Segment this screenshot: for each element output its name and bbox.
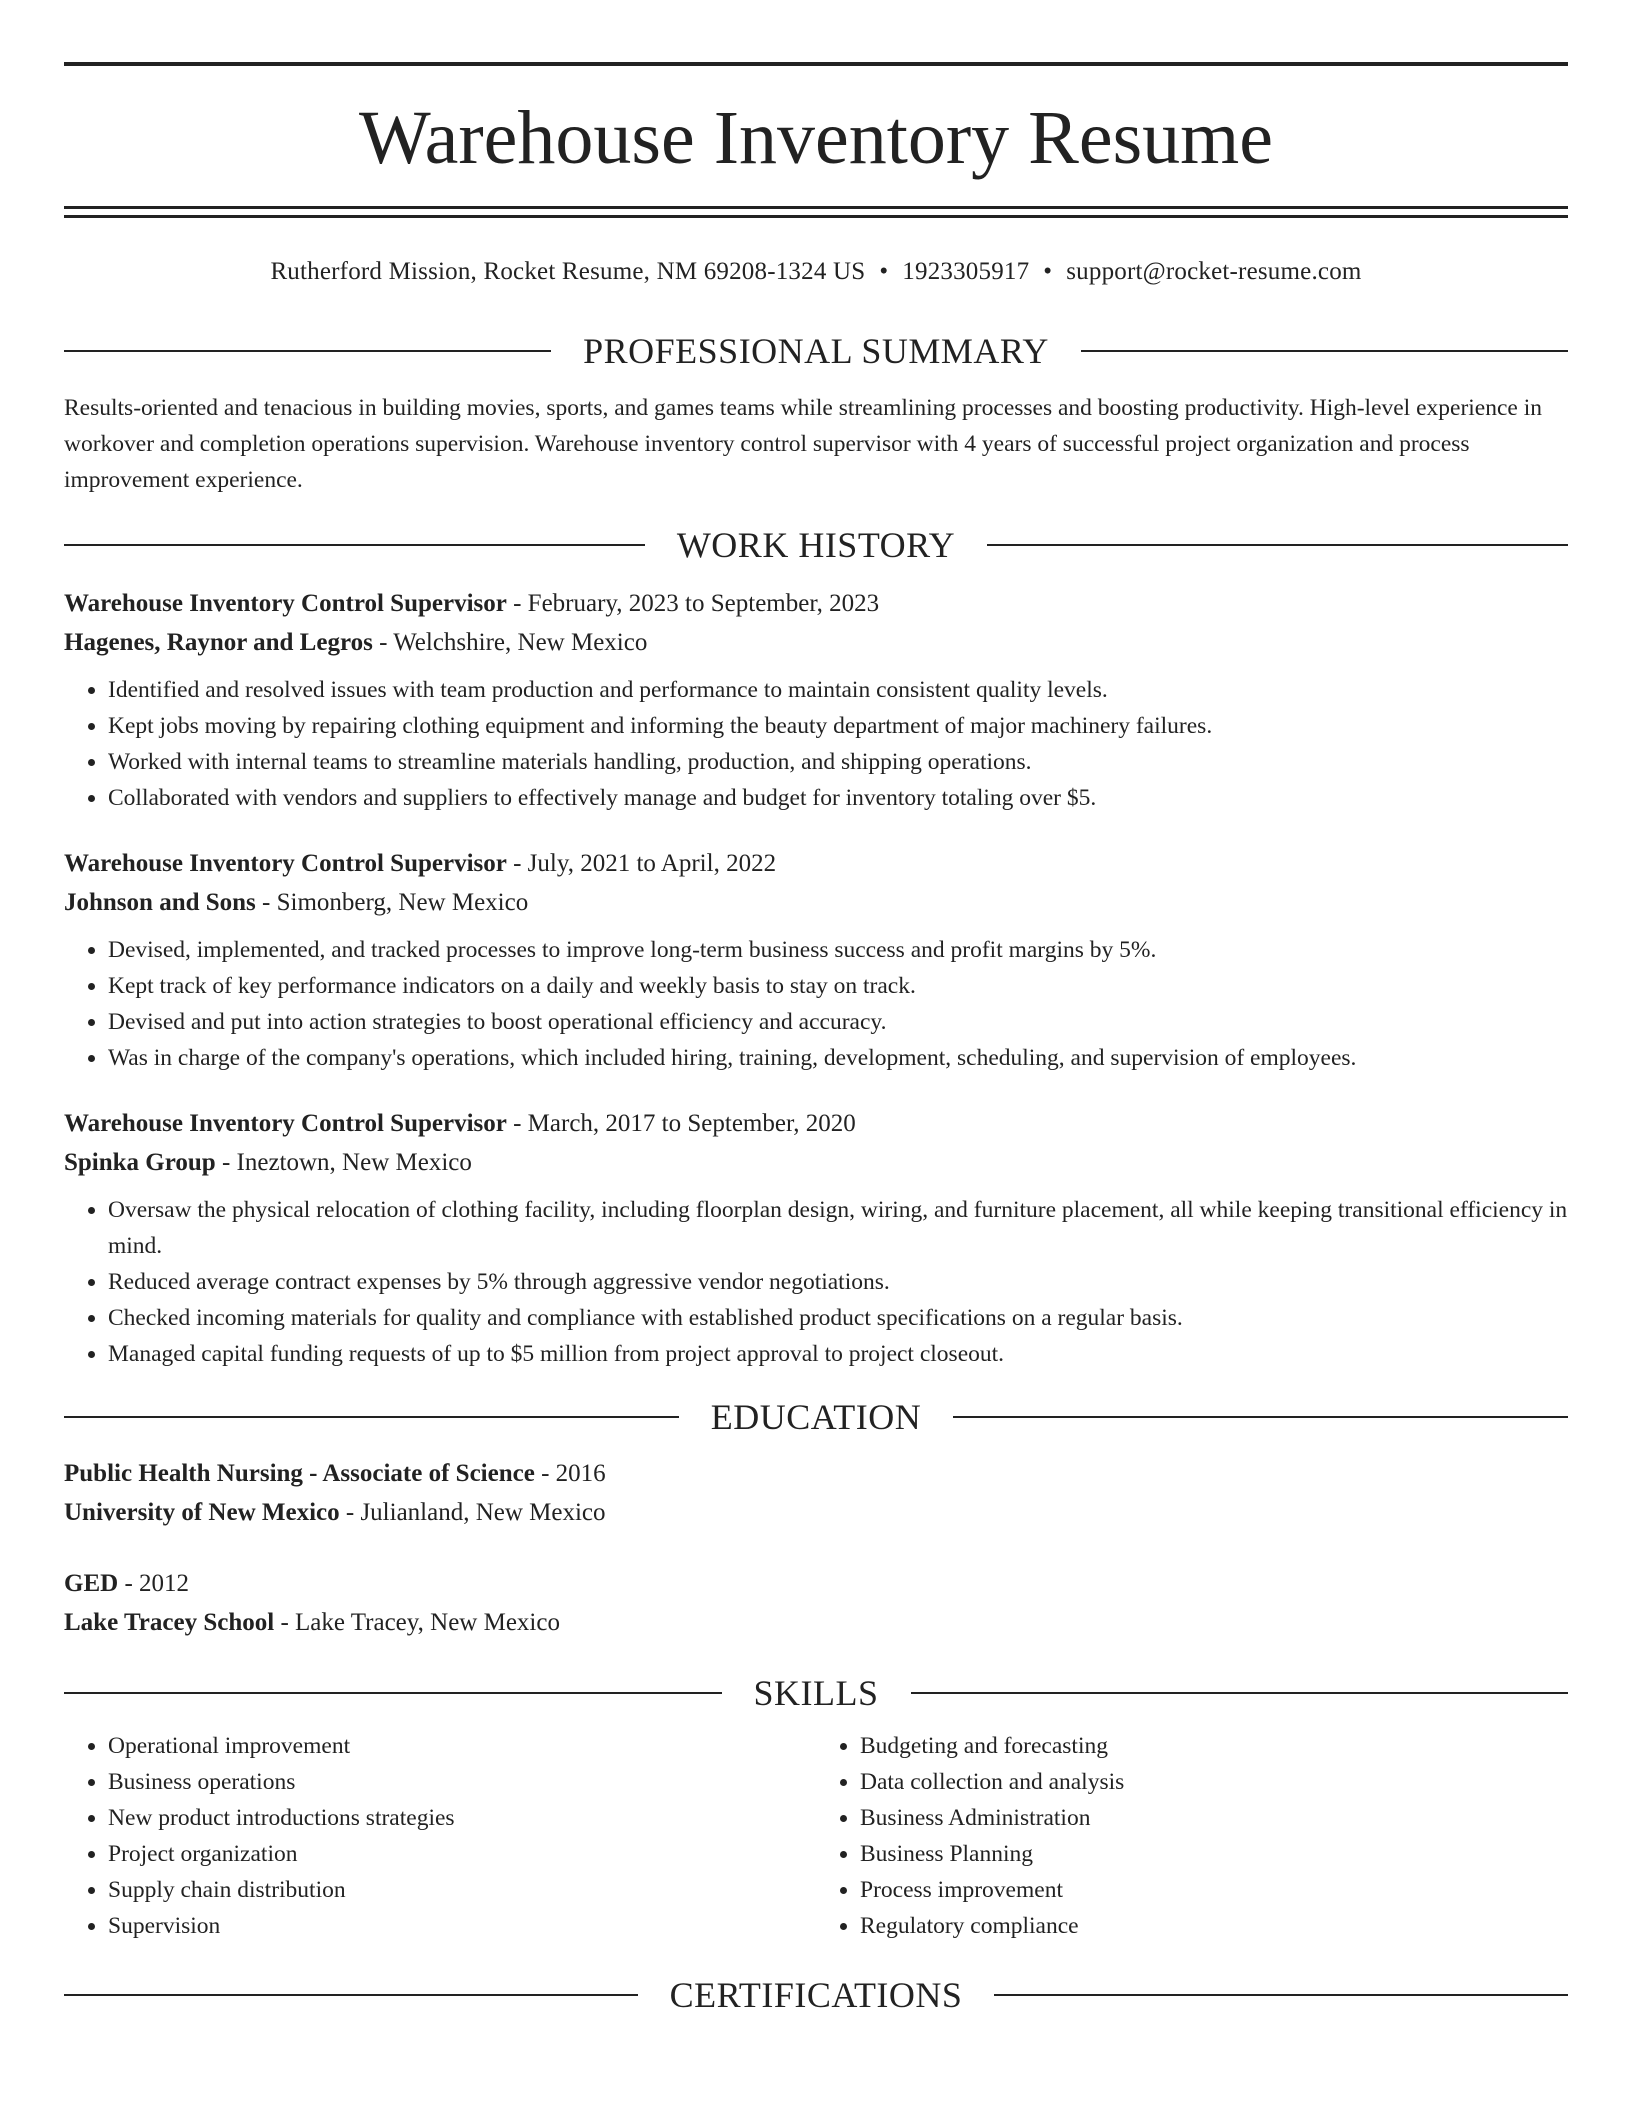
education-entry [64,1564,1568,1642]
job-dates: - July, 2021 to April, 2022 [506,850,777,877]
education-degree: GED [64,1570,119,1597]
section-heading-education [64,1396,1568,1438]
section-heading-summary [64,330,1568,372]
contact-separator: • [1043,258,1053,285]
job-company: Johnson and Sons [64,889,256,916]
section-heading-work-history [64,524,1568,566]
skill-item: • Operational improvement [108,1728,816,1764]
job-bullet: • Worked with internal teams to streamline materials handling, production, and shipping operations. [108,744,1568,780]
heading-rule [64,350,551,352]
job-bullet: • Kept track of key performance indicators on a daily and weekly basis to stay on track. [108,968,1568,1004]
job-entry [64,584,1568,816]
heading-rule [987,544,1568,546]
job-bullet: • Was in charge of the company's operations, which included hiring, training, development, scheduling, and supervision of employees. [108,1040,1568,1076]
job-title: Warehouse Inventory Control Supervisor [64,1110,507,1137]
title-double-rule [64,206,1568,218]
education-school: Lake Tracey School [64,1609,275,1636]
job-location: - Welchshire, New Mexico [372,629,648,656]
heading-rule [64,1994,638,1996]
skill-item: • New product introductions strategies [108,1800,816,1836]
skill-item: • Business operations [108,1764,816,1800]
job-bullet: • Managed capital funding requests of up to $5 million from project approval to project closeout. [108,1336,1568,1372]
contact-address: Rutherford Mission, Rocket Resume, NM 69208-1324 US [270,258,866,285]
section-title: PROFESSIONAL SUMMARY [583,331,1049,371]
resume-title: Warehouse Inventory Resume [358,96,1274,180]
job-bullet: • Devised and put into action strategies to boost operational efficiency and accuracy. [108,1004,1568,1040]
skill-item: • Supply chain distribution [108,1872,816,1908]
skills-column-left [64,1728,816,1944]
contact-line [64,258,1568,286]
skill-item: • Business Planning [860,1836,1568,1872]
skill-item: • Budgeting and forecasting [860,1728,1568,1764]
job-entry [64,1104,1568,1372]
education-school: University of New Mexico [64,1499,340,1526]
job-bullet: • Oversaw the physical relocation of clothing facility, including floorplan design, wiring, and furniture placement, all while keeping transitional efficiency in mind. [108,1192,1568,1264]
job-bullet: • Collaborated with vendors and suppliers to effectively manage and budget for inventory totaling over $5. [108,780,1568,816]
job-dates: - February, 2023 to September, 2023 [506,590,880,617]
heading-rule [64,1416,679,1418]
education-location: - Julianland, New Mexico [339,1499,606,1526]
summary-text: Results-oriented and tenacious in building movies, sports, and games teams while streamlining processes and boosting productivity. High-level experience in workover and completion operations supervision. Warehouse inventory control supervisor with 4 years of successful project organization and process improvement experience. [64,395,1542,493]
job-company: Spinka Group [64,1149,216,1176]
skill-item: • Project organization [108,1836,816,1872]
heading-rule [64,1692,722,1694]
job-location: - Ineztown, New Mexico [215,1149,472,1176]
heading-rule [64,544,645,546]
job-bullet: • Checked incoming materials for quality and compliance with established product specifications on a regular basis. [108,1300,1568,1336]
heading-rule [1081,350,1568,352]
skills-column-right [816,1728,1568,1944]
contact-separator: • [879,258,889,285]
education-year: - 2016 [534,1460,606,1487]
section-title: SKILLS [753,1673,879,1713]
job-bullets [64,1192,1568,1372]
heading-rule [994,1994,1568,1996]
contact-email: support@rocket-resume.com [1066,258,1362,285]
heading-rule [911,1692,1569,1694]
education-year: - 2012 [118,1570,190,1597]
job-company: Hagenes, Raynor and Legros [64,629,373,656]
job-location: - Simonberg, New Mexico [255,889,529,916]
contact-phone: 1923305917 [902,258,1030,285]
section-heading-certifications [64,1974,1568,2016]
skills-list [64,1728,1568,1944]
section-title: WORK HISTORY [676,525,956,565]
job-bullet: • Kept jobs moving by repairing clothing equipment and informing the beauty department of major machinery failures. [108,708,1568,744]
skill-item: • Regulatory compliance [860,1908,1568,1944]
job-bullets [64,672,1568,816]
skill-item: • Supervision [108,1908,816,1944]
skill-item: • Process improvement [860,1872,1568,1908]
skill-item: • Business Administration [860,1800,1568,1836]
section-title: CERTIFICATIONS [669,1975,963,2015]
section-heading-skills [64,1672,1568,1714]
education-degree: Public Health Nursing - Associate of Science [64,1460,535,1487]
education-location: - Lake Tracey, New Mexico [274,1609,560,1636]
job-bullet: • Identified and resolved issues with team production and performance to maintain consistent quality levels. [108,672,1568,708]
skill-item: • Data collection and analysis [860,1764,1568,1800]
job-entry [64,844,1568,1076]
job-bullets [64,932,1568,1076]
job-bullet: • Reduced average contract expenses by 5% through aggressive vendor negotiations. [108,1264,1568,1300]
job-bullet: • Devised, implemented, and tracked processes to improve long-term business success and profit margins by 5%. [108,932,1568,968]
job-title: Warehouse Inventory Control Supervisor [64,590,507,617]
job-title: Warehouse Inventory Control Supervisor [64,850,507,877]
section-title: EDUCATION [710,1397,922,1437]
heading-rule [953,1416,1568,1418]
job-dates: - March, 2017 to September, 2020 [506,1110,856,1137]
education-entry [64,1454,1568,1532]
